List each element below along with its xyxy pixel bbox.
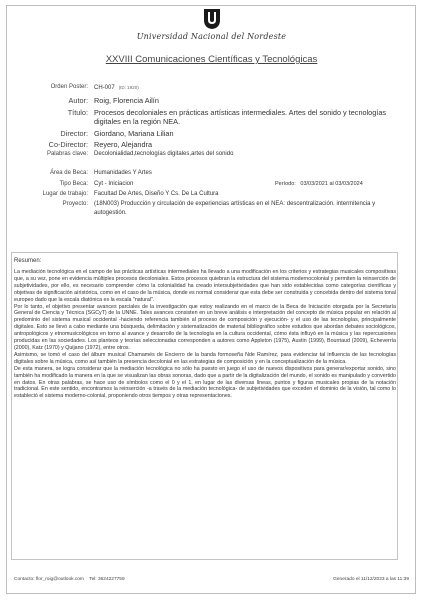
event-title: XXVIII Comunicaciones Científicas y Tecnológicas [105, 54, 318, 65]
university-logo-icon [203, 8, 221, 30]
footer-generated: Generado el 11/12/2023 a las 11:39 [333, 577, 409, 582]
periodo-value: 03/03/2021 al 03/03/2024 [300, 181, 363, 187]
autor-value: Roig, Florencia Ailín [94, 96, 159, 105]
palabras-clave-value: Decolonialidad,tecnologías digitales,artes del sonido [94, 151, 234, 157]
field-orden-poster: Orden Poster: CH-007 (ID: 1920) [50, 84, 139, 91]
proyecto-line2: autogestión. [94, 210, 127, 216]
resumen-paragraph: Asimismo, se tomó el caso del álbum musical Chamamés de Encierro de la banda formoseña Nde Ramírez, para evidenciar tal influencia de las tecnologías digitales sobre la música, como así también la presencia decolonial en las estrategias de composición y en la conceptualización de la música. [14, 351, 396, 365]
orden-poster-value: CH-007 [94, 85, 115, 91]
titulo-line2: digitales en la región NEA. [94, 117, 180, 126]
tipo-beca-value: Cyt - Iniciacion [94, 181, 134, 187]
field-autor: Autor: Roig, Florencia Ailín [68, 96, 159, 105]
field-area-beca: Área de Beca: Humanidades Y Artes [49, 170, 152, 176]
area-beca-value: Humanidades Y Artes [94, 170, 152, 176]
proyecto-line1: (18N003) Producción y circulación de experiencias artísticas en el NEA: descentralización. intermitencia y [94, 201, 376, 207]
periodo-label: Período: [275, 181, 296, 187]
resumen-paragraph: La mediación tecnológica en el campo de las prácticas artísticas intermediales ha llevado a una modificación en los criterios y estrategias musicales compositivas que, a su vez, pone en evidencia múltiples procesos decoloniales. Estos procesos quiebran la estructura del sistema modernocolonial y permiten la reinserción de subjetividades, por ello, es necesario comprender cómo la colonialidad ha creado intersubjetividades que han sido establecidas como categorías científicas y objetivas de significación aíristórica, como en el caso de la música, donde es normal considerar que esta debe ser construida y concebida dentro del sistema tonal europeo dado que la escala diatónica es la escala "natural". [14, 269, 396, 303]
titulo-line1: Procesos decoloniales en prácticas artísticas intermediales. Artes del sonido y tecnologías [94, 108, 387, 117]
resumen-paragraph: Por lo tanto, el objetivo presentar avances parciales de la investigación que estoy realizando en el marco de la Beca de Iniciación otorgada por la Secretaría General de Ciencia y Técnica (SGCyT) de la UNNE. Tales avances consisten en un breve análisis e interpretación del concepto de música popular en relación al predominio del sistema musical occidental -haciendo referencia también al proceso de composición y ejecución- y el uso de las tecnologías, principalmente digitales. Esto se llevó a cabo mediante una búsqueda, delimitación y sistematización de material bibliográfico sobre estudios que abordan debates sociológicos, antropológicos y etnomusicológicos en torno al avance y desarrollo de la tecnología en la cultura occidental, cómo ésta influyó en la música y las repercusiones producidas en las sociedades. Los planteos y teorías seleccionadas corresponden a autores como Appleton (1975), Austin (1999), Bourriaud (2009), Echeverría (2000), Katz (1970) y Quijano (1972), entre otros. [14, 303, 396, 351]
field-palabras-clave: Palabras clave: Decolonialidad,tecnologías digitales,artes del sonido [46, 151, 234, 157]
field-titulo: Título: Procesos decoloniales en prácticas artísticas intermediales. Artes del sonido y tecnologías digitales en la región NEA. [14, 108, 404, 128]
poster-id: (ID: 1920) [118, 85, 139, 90]
field-tipo-beca: Tipo Beca: Cyt - Iniciacion [59, 181, 134, 187]
footer-contact: Contacto: flor_roig@outlook.com Tel: 3624227759 [14, 577, 125, 582]
resumen-text [14, 269, 396, 400]
field-director: Director: Giordano, Mariana Lilian [60, 129, 174, 138]
university-name: Universidad Nacional del Nordeste [136, 32, 287, 41]
co-director-value: Reyero, Alejandra [94, 140, 153, 149]
field-lugar-trabajo: Lugar de trabajo: Facultad De Artes, Diseño Y Cs. De La Cultura [42, 191, 219, 197]
field-proyecto: Proyecto: (18N003) Producción y circulación de experiencias artísticas en el NEA: descentralización. intermitencia y autogestión. [14, 201, 404, 219]
resumen-paragraph: De esta manera, se logra considerar que la mediación tecnológica no sólo ha puesto en juego el uso de nuevos dispositivos para generar/exportar sonido, sino también ha modificado la manera en la que se visualizan las obras sonoras, dado que a partir de la digitalización del mundo, el sonido es manipulado y convertido en datos. En otras palabras, se hace uso de símbolos como el 0 y el 1, en lugar de las diversas líneas, puntos y figuras musicales propias de la notación tradicional. En este sentido, encontramos la reinserción -a través de la mediación tecnológica- de subjetividades que exceden el dominio de la visión, tal como lo estableció el sistema moderno-colonial, proponiendo otros tiempos y otras representaciones. [14, 365, 396, 400]
lugar-trabajo-value: Facultad De Artes, Diseño Y Cs. De La Cultura [94, 191, 219, 197]
director-value: Giordano, Mariana Lilian [94, 129, 174, 138]
resumen-label: Resumen: [14, 258, 42, 264]
field-periodo [275, 181, 363, 187]
field-co-director: Co-Director: Reyero, Alejandra [48, 140, 153, 149]
